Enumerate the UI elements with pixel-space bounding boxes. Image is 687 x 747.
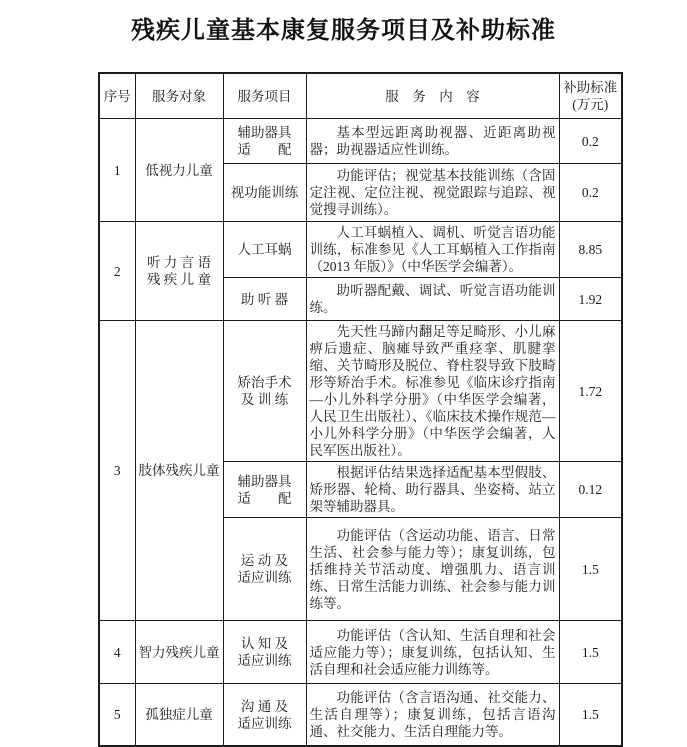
seq-cell: 2	[99, 222, 135, 321]
target-cell	[135, 222, 223, 321]
seq-cell: 1	[99, 119, 135, 222]
item-line: 辅助器具	[237, 473, 292, 489]
item-cell	[223, 321, 306, 462]
item-line: 适应训练	[237, 653, 292, 668]
content-cell	[306, 164, 559, 222]
table-row	[99, 684, 622, 747]
content-cell	[306, 119, 559, 164]
item-line: 适 配	[237, 490, 292, 506]
standard-cell: 8.85	[559, 222, 622, 278]
target-line: 孤独症儿童	[145, 707, 213, 722]
target-cell	[135, 321, 223, 621]
table-row	[99, 621, 622, 684]
item-line: 助 听 器	[240, 291, 289, 307]
item-cell	[223, 684, 306, 747]
standard-cell: 1.5	[559, 684, 622, 747]
item-line: 适 配	[237, 142, 292, 157]
item-line: 运 动 及	[240, 553, 289, 568]
item-line: 视功能训练	[230, 185, 299, 200]
content-cell	[306, 321, 559, 462]
column-header-content: 服 务 内 容	[306, 73, 559, 119]
item-cell	[223, 462, 306, 518]
target-cell	[135, 621, 223, 684]
content-paragraph: 功能评估（含认知、生活自理和社会适应能力等）；康复训练，包括认知、生活自理和社会适应能力训练等。	[309, 627, 556, 677]
content-cell	[306, 278, 559, 321]
item-line: 及 训 练	[240, 392, 289, 407]
content-paragraph: 功能评估；视觉基本技能训练（含固定注视、定位注视、视觉跟踪与追踪、视觉搜寻训练）。	[309, 168, 556, 217]
item-line: 适应训练	[237, 715, 292, 731]
seq-cell: 3	[99, 321, 135, 621]
standard-cell: 1.72	[559, 321, 622, 462]
table-row	[99, 222, 622, 278]
standard-cell: 0.12	[559, 462, 622, 518]
content-paragraph: 助听器配戴、调试、听觉言语功能训练。	[309, 283, 556, 315]
standard-header-line: 补助标准	[563, 80, 618, 95]
content-paragraph: 根据评估结果选择适配基本型假肢、矫形器、轮椅、助行器具、坐姿椅、站立架等辅助器具。	[309, 465, 556, 514]
item-line: 沟 通 及	[240, 698, 289, 714]
target-cell	[135, 119, 223, 222]
content-cell	[306, 684, 559, 747]
seq-cell: 4	[99, 621, 135, 684]
item-line: 矫治手术	[237, 375, 292, 390]
content-paragraph: 基本型远距离助视器、近距离助视器；助视器适应性训练。	[309, 125, 556, 157]
item-line: 人工耳蜗	[237, 242, 292, 257]
standard-cell: 1.5	[559, 621, 622, 684]
seq-cell: 5	[99, 684, 135, 747]
item-line: 辅助器具	[237, 125, 292, 140]
standard-cell: 1.92	[559, 278, 622, 321]
target-line: 肢体残疾儿童	[138, 463, 220, 478]
standard-cell: 0.2	[559, 119, 622, 164]
content-cell	[306, 518, 559, 621]
content-cell	[306, 222, 559, 278]
target-line: 听 力 言 语	[146, 255, 212, 270]
standard-header-line: (万元)	[572, 97, 609, 112]
item-cell	[223, 222, 306, 278]
content-cell	[306, 621, 559, 684]
header-row	[99, 73, 622, 119]
item-cell	[223, 621, 306, 684]
target-line: 低视力儿童	[145, 162, 213, 178]
content-paragraph: 功能评估（含运动功能、语言、日常生活、社会参与能力等）；康复训练，包括维持关节活动度、增强肌力、语言训练、日常生活能力训练、社会参与能力训练等。	[309, 527, 556, 611]
standard-cell: 0.2	[559, 164, 622, 222]
table-row	[99, 119, 622, 164]
content-cell	[306, 462, 559, 518]
content-paragraph: 先天性马蹄内翻足等足畸形、小儿麻痹后遗症、脑瘫导致严重痉挛、肌腱挛缩、关节畸形及脱位、脊柱裂导致下肢畸形等矫治手术。标准参见《临床诊疗指南—小儿外科学分册》（中华医学会编著，人民卫生出版社）、《临床技术操作规范—小儿外科学分册》（中华医学会编著，人民军医出版社）。	[309, 324, 556, 458]
item-cell	[223, 278, 306, 321]
table-row	[99, 321, 622, 462]
column-header-target: 服务对象	[135, 73, 223, 119]
column-header-seq: 序号	[99, 73, 135, 119]
subsidy-table	[98, 72, 623, 747]
standard-cell: 1.5	[559, 518, 622, 621]
item-line: 认 知 及	[240, 636, 289, 651]
content-paragraph: 功能评估（含言语沟通、社交能力、生活自理等）；康复训练，包括言语沟通、社交能力、生活自理能力等。	[309, 690, 556, 739]
target-line: 智力残疾儿童	[138, 644, 220, 660]
page-title: 残疾儿童基本康复服务项目及补助标准	[131, 18, 556, 44]
item-line: 适应训练	[237, 570, 292, 585]
content-paragraph: 人工耳蜗植入、调机、听觉言语功能训练，标准参见《人工耳蜗植入工作指南（2013 年版）》（中华医学会编著）。	[309, 225, 556, 274]
target-line: 残 疾 儿 童	[146, 272, 212, 287]
item-cell	[223, 518, 306, 621]
item-cell	[223, 164, 306, 222]
target-cell	[135, 684, 223, 747]
column-header-item: 服务项目	[223, 73, 306, 119]
item-cell	[223, 119, 306, 164]
column-header-standard	[559, 73, 622, 119]
